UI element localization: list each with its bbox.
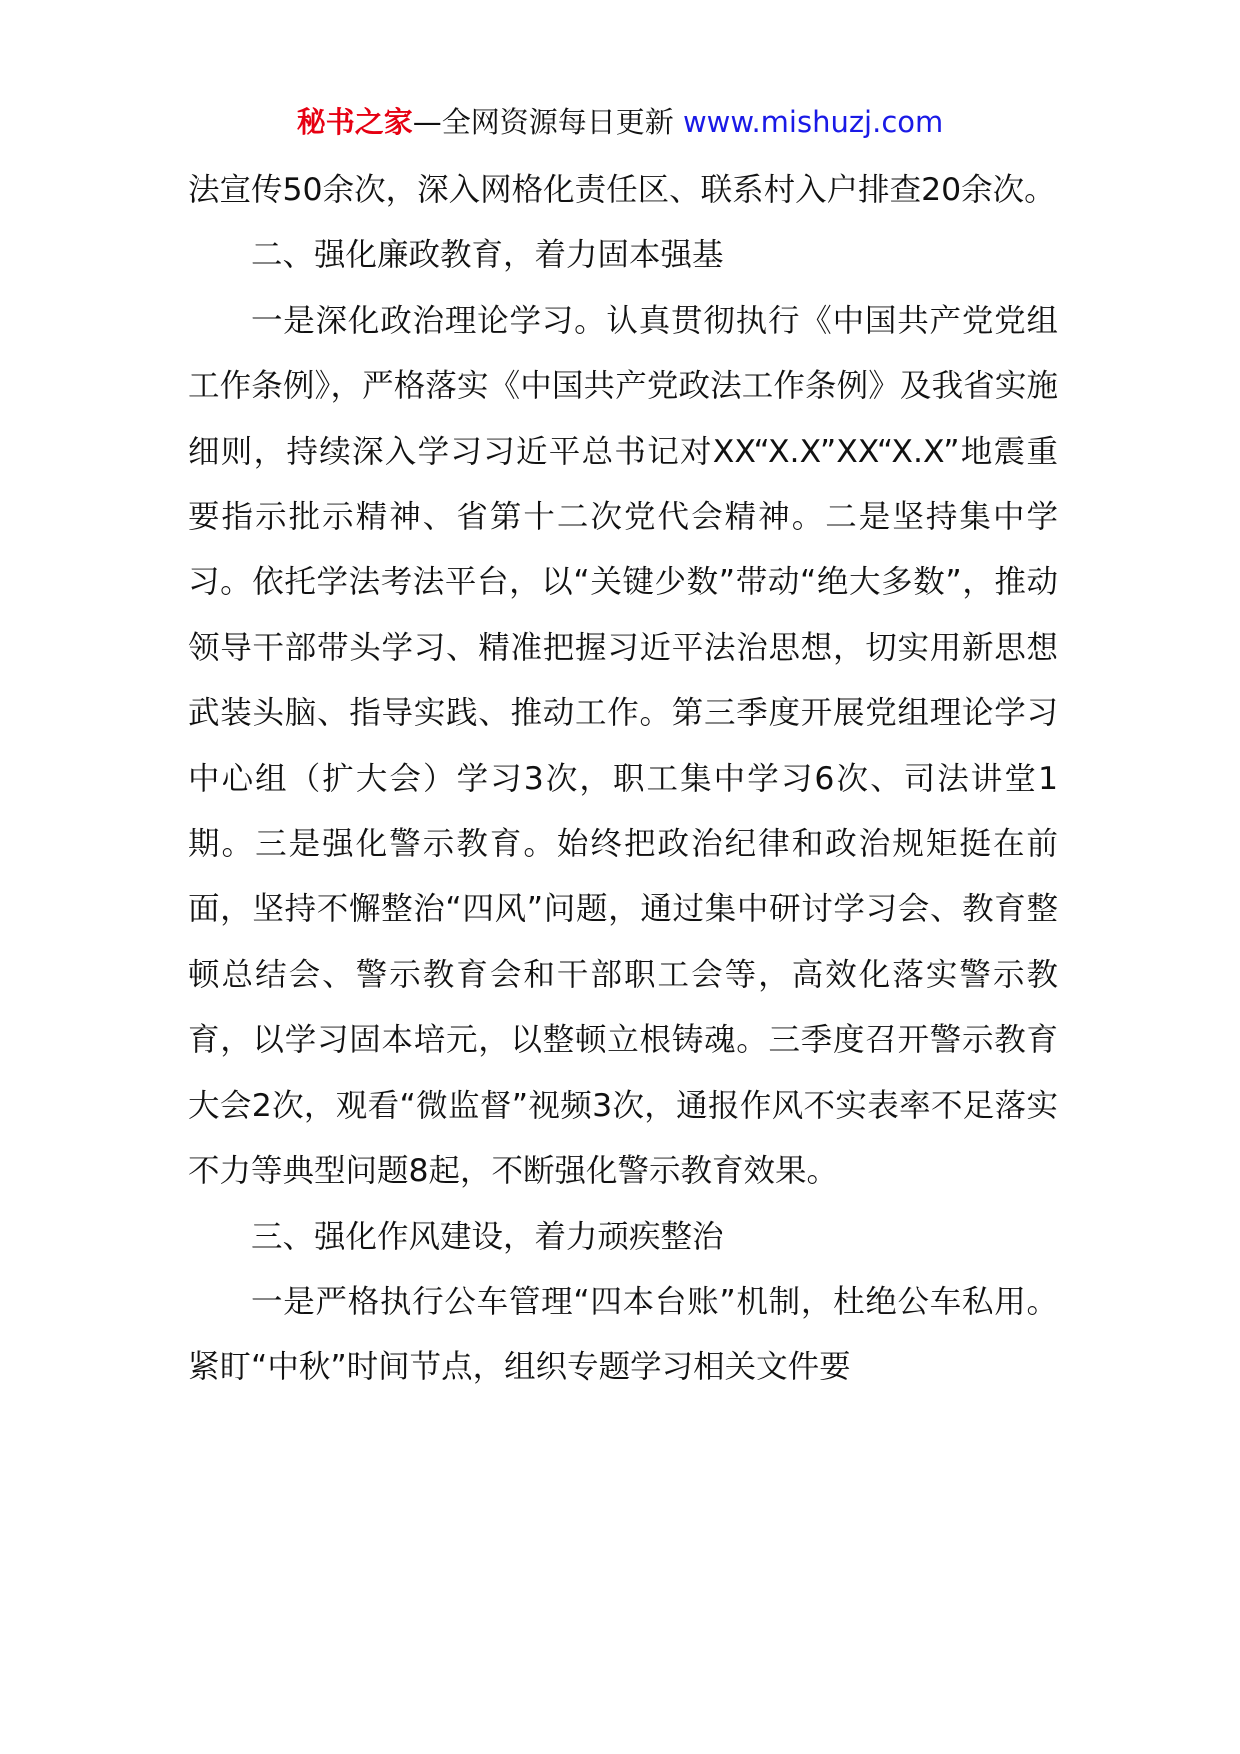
paragraph-integrity-education: 一是深化政治理论学习。认真贯彻执行《中国共产党党组工作条例》，严格落实《中国共产党政法工作条例》及我省实施细则，持续深入学习习近平总书记对XX“X.X”XX“X.X”地震重要指示批示精神、省第十二次党代会精神。二是坚持集中学习。依托学法考法平台，以“关键少数”带动“绝大多数”，推动领导干部带头学习、精准把握习近平法治思想，切实用新思想武装头脑、指导实践、推动工作。第三季度开展党组理论学习中心组（扩大会）学习3次，职工集中学习6次、司法讲堂1期。三是强化警示教育。始终把政治纪律和政治规矩挺在前面，坚持不懈整治“四风”问题，通过集中研讨学习会、教育整顿总结会、警示教育会和干部职工会等，高效化落实警示教育，以学习固本培元，以整顿立根铸魂。三季度召开警示教育大会2次，观看“微监督”视频3次，通报作风不实表率不足落实不力等典型问题8起，不断强化警示教育效果。 [188,302,1058,1190]
document-body [188,158,1058,1401]
paragraph-continuation: 法宣传50余次，深入网格化责任区、联系村入户排查20余次。 [188,172,1056,208]
brand-name: 秘书之家 [296,105,413,139]
site-url-link[interactable]: www.mishuzj.com [682,105,944,139]
section-heading-3: 三、强化作风建设，着力顽疾整治 [251,1218,724,1255]
paragraph-vehicle-management: 一是严格执行公车管理“四本台账”机制，杜绝公车私用。紧盯“中秋”时间节点，组织专题学习相关文件要 [188,1283,1058,1386]
header-tagline: —全网资源每日更新 [412,105,683,139]
site-header [0,100,1240,144]
section-heading-2: 二、强化廉政教育，着力固本强基 [251,237,724,274]
